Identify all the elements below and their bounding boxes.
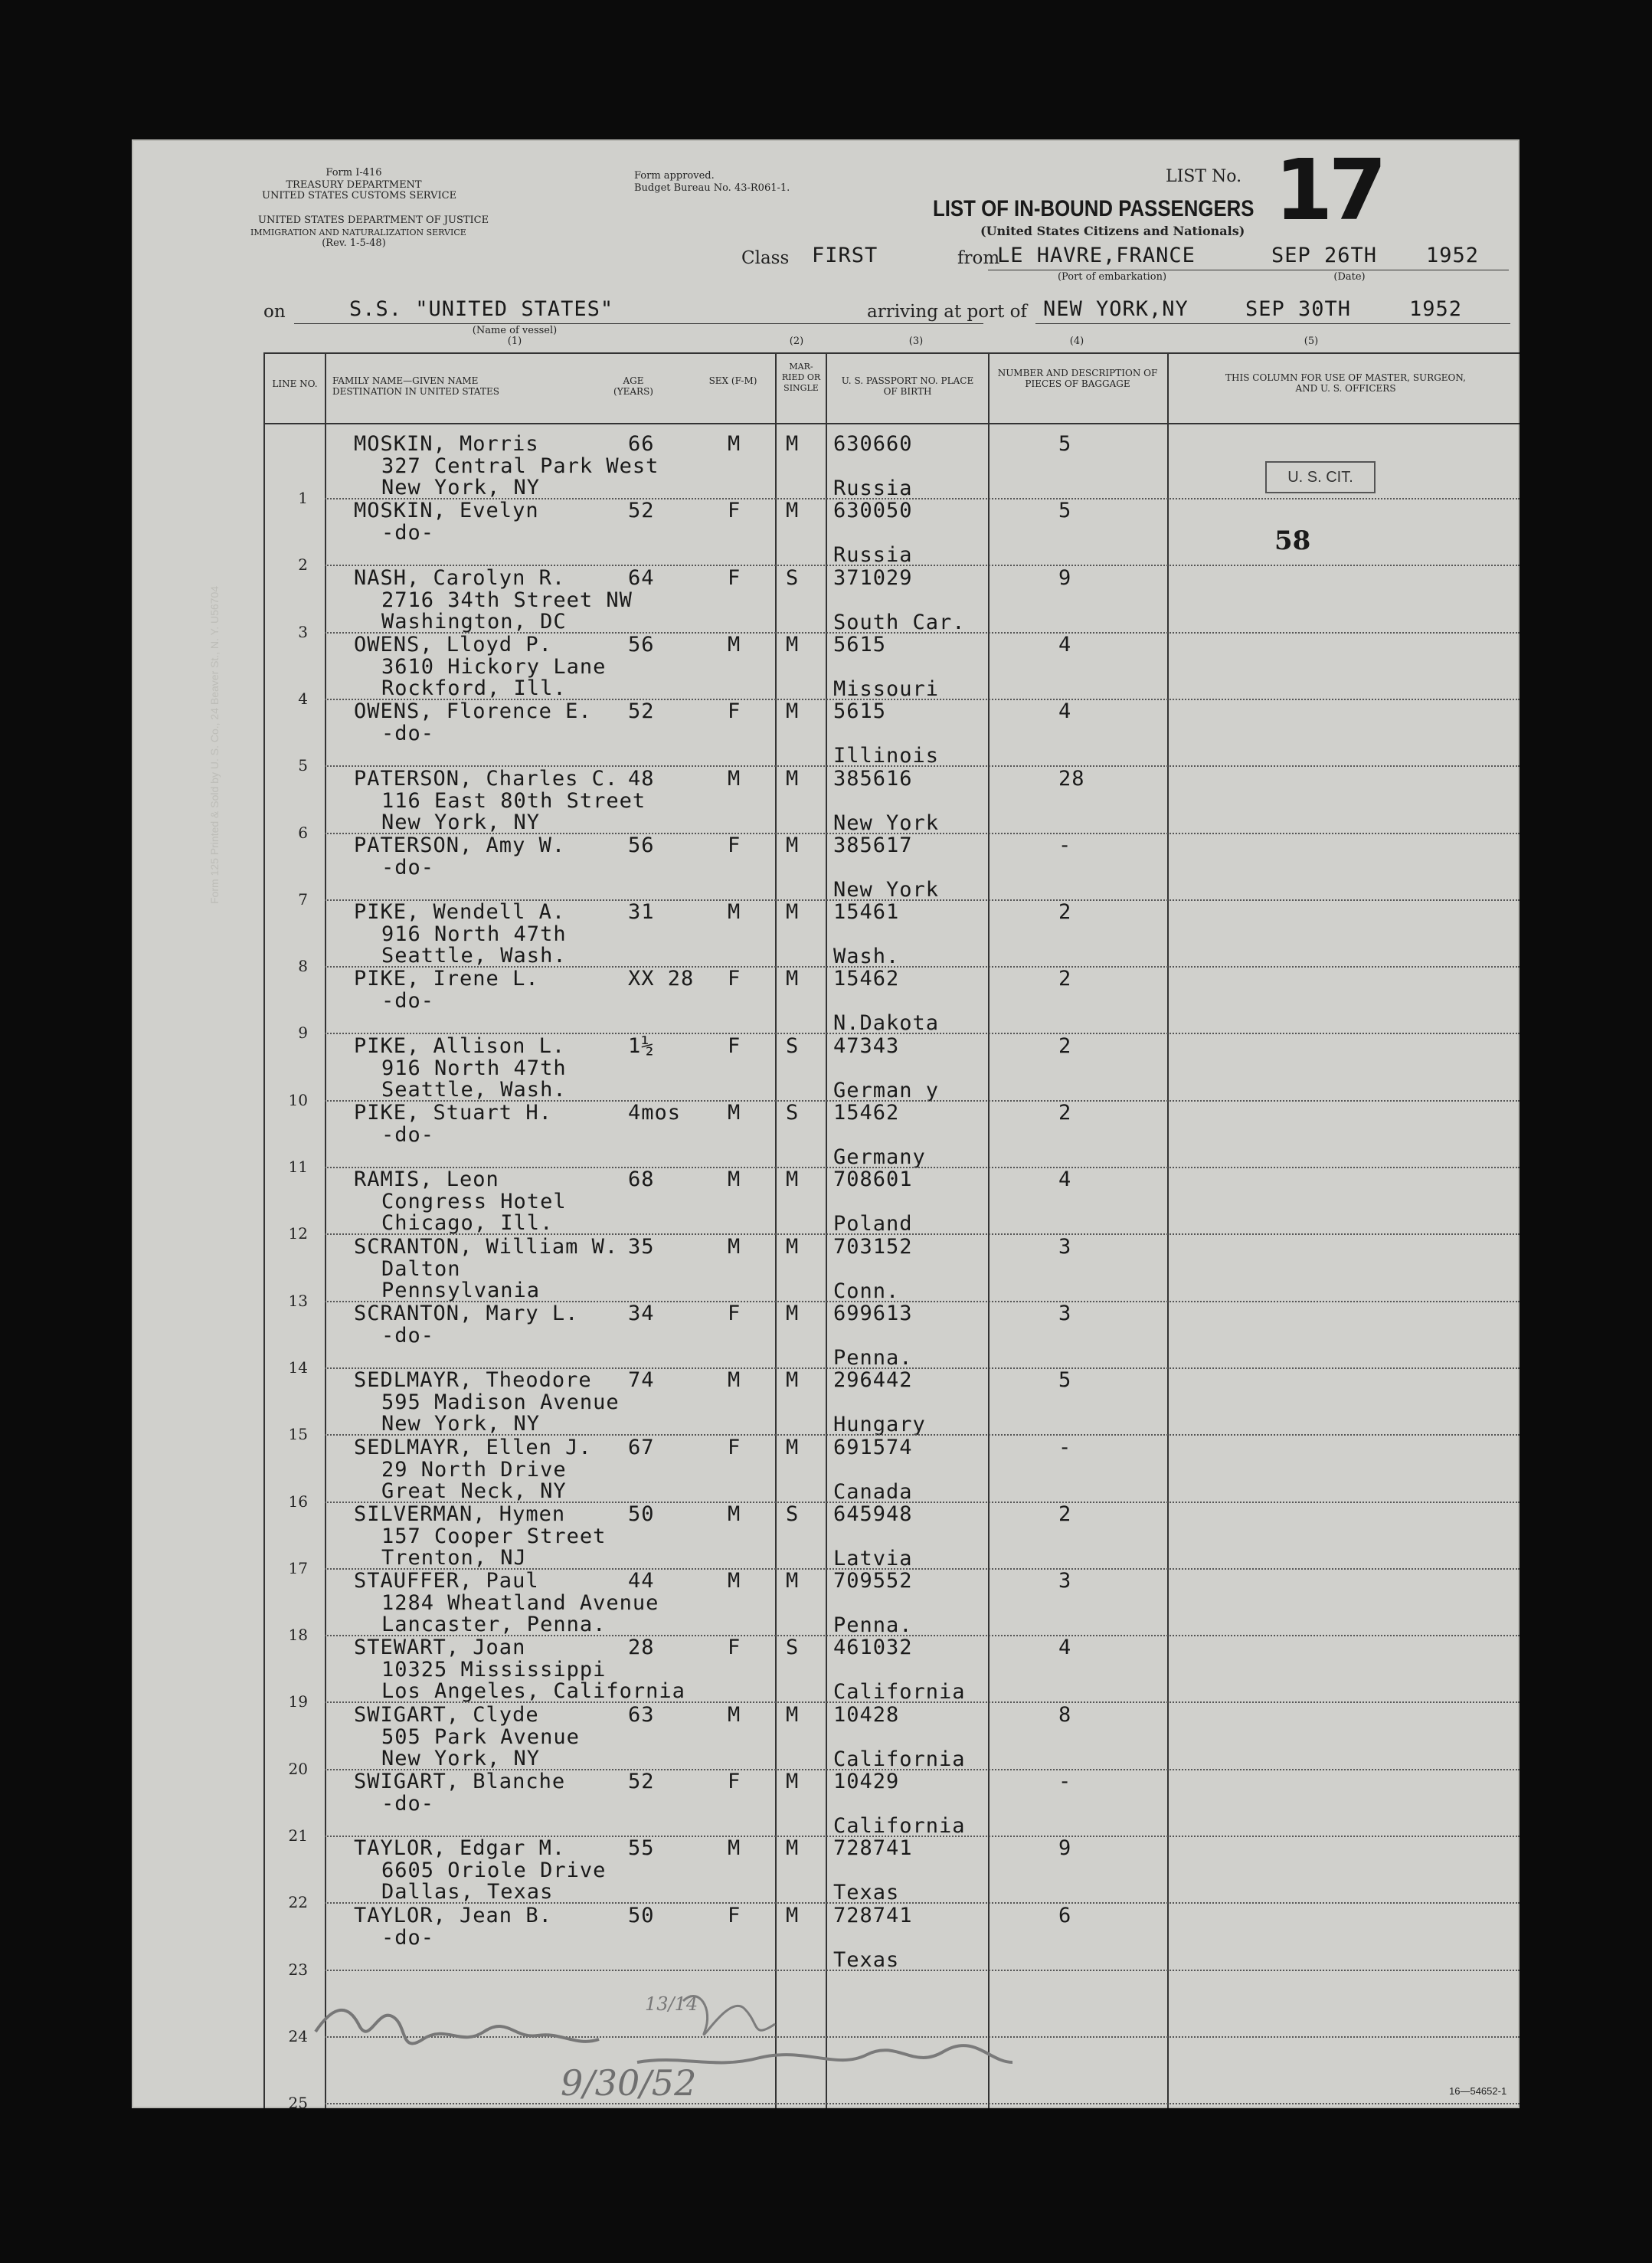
baggage-count: - bbox=[1058, 1435, 1072, 1459]
sex: M bbox=[728, 1101, 741, 1125]
line-number: 13 bbox=[288, 1291, 308, 1310]
address-line-1: 1284 Wheatland Avenue bbox=[381, 1591, 659, 1616]
place-of-birth: California bbox=[833, 1747, 966, 1771]
class-label: Class bbox=[741, 248, 790, 268]
age: 50 bbox=[628, 1903, 655, 1927]
from-label: from bbox=[957, 248, 1000, 268]
line-number: 23 bbox=[288, 1960, 308, 1979]
place-of-birth: Germany bbox=[833, 1145, 926, 1169]
age: 34 bbox=[628, 1301, 655, 1325]
list-no-label: LIST No. bbox=[1166, 167, 1242, 186]
baggage-count: 9 bbox=[1058, 565, 1072, 590]
place-of-birth: Russia bbox=[833, 543, 913, 568]
marital-status: M bbox=[786, 1903, 800, 1927]
baggage-count: 5 bbox=[1058, 432, 1072, 456]
passenger-name: RAMIS, Leon bbox=[354, 1168, 499, 1192]
baggage-count: 4 bbox=[1058, 632, 1072, 657]
line-number: 22 bbox=[288, 1893, 308, 1912]
count-annotation: 58 bbox=[1274, 526, 1311, 556]
passenger-name: MOSKIN, Morris bbox=[354, 432, 539, 456]
table-row bbox=[132, 1702, 1520, 1778]
col4-caption: (4) bbox=[1069, 336, 1084, 347]
place-of-birth: California bbox=[833, 1814, 966, 1838]
passport-number: 709552 bbox=[833, 1569, 913, 1593]
marital-status: M bbox=[786, 1702, 800, 1727]
address-line-1: Dalton bbox=[381, 1256, 461, 1281]
officer-signature bbox=[285, 1978, 1127, 2085]
table-row bbox=[132, 1234, 1520, 1310]
us-citizen-stamp: U. S. CIT. bbox=[1265, 461, 1376, 493]
form-number: Form I-416 bbox=[325, 167, 382, 178]
arriving-label: arriving at port of bbox=[867, 302, 1027, 322]
sex: F bbox=[728, 833, 741, 857]
age: 52 bbox=[628, 499, 655, 523]
header-line-no: LINE NO. bbox=[272, 378, 318, 389]
table-row bbox=[132, 1903, 1520, 1979]
sex: M bbox=[728, 1836, 741, 1861]
table-row bbox=[132, 565, 1520, 641]
baggage-count: 6 bbox=[1058, 1903, 1072, 1927]
baggage-count: 9 bbox=[1058, 1836, 1072, 1861]
age: 74 bbox=[628, 1368, 655, 1393]
address-line-1: -do- bbox=[381, 1925, 435, 1950]
department: TREASURY DEPARTMENT bbox=[286, 179, 422, 191]
passenger-name: PIKE, Wendell A. bbox=[354, 900, 566, 925]
address-line-1: -do- bbox=[381, 1792, 435, 1816]
passenger-name: PIKE, Irene L. bbox=[354, 967, 539, 991]
place-of-birth: N.Dakota bbox=[833, 1011, 940, 1036]
address-line-2: Los Angeles, California bbox=[381, 1679, 685, 1704]
marital-status: M bbox=[786, 1368, 800, 1393]
line-number: 5 bbox=[298, 756, 308, 775]
passport-number: 630660 bbox=[833, 432, 913, 456]
passport-number: 645948 bbox=[833, 1502, 913, 1526]
line-number: 6 bbox=[298, 823, 308, 842]
address-line-2: New York, NY bbox=[381, 1746, 541, 1770]
arrival-date: SEP 30TH bbox=[1245, 297, 1352, 321]
form-title: LIST OF IN-BOUND PASSENGERS bbox=[933, 196, 1255, 221]
age: 55 bbox=[628, 1836, 655, 1861]
marital-status: M bbox=[786, 900, 800, 925]
address-line-1: 157 Cooper Street bbox=[381, 1524, 607, 1548]
age: 48 bbox=[628, 766, 655, 791]
table-row bbox=[132, 1101, 1520, 1176]
col5-caption: (5) bbox=[1304, 336, 1319, 347]
justice-department: UNITED STATES DEPARTMENT OF JUSTICE bbox=[258, 215, 489, 226]
sex: M bbox=[728, 1168, 741, 1192]
age: 64 bbox=[628, 565, 655, 590]
age: 31 bbox=[628, 900, 655, 925]
baggage-count: 2 bbox=[1058, 900, 1072, 925]
marital-status: S bbox=[786, 565, 800, 590]
table-row bbox=[132, 833, 1520, 909]
sex: F bbox=[728, 967, 741, 991]
sex: M bbox=[728, 1502, 741, 1526]
passport-number: 10429 bbox=[833, 1770, 900, 1793]
sex: F bbox=[728, 1033, 741, 1058]
marital-status: M bbox=[786, 1435, 800, 1459]
address-line-1: 595 Madison Avenue bbox=[381, 1390, 620, 1415]
sex: M bbox=[728, 900, 741, 925]
passport-number: 10428 bbox=[833, 1702, 900, 1727]
embark-caption: (Port of embarkation) bbox=[1057, 271, 1167, 283]
baggage-count: 4 bbox=[1058, 1168, 1072, 1192]
header-sex: SEX (F-M) bbox=[708, 375, 757, 386]
header-married: MAR-RIED OR SINGLE bbox=[781, 362, 821, 393]
sex: F bbox=[728, 1770, 741, 1793]
passport-number: 703152 bbox=[833, 1234, 913, 1259]
line-number: 11 bbox=[288, 1158, 308, 1176]
col3-caption: (3) bbox=[908, 336, 924, 347]
header-baggage: NUMBER AND DESCRIPTION OF PIECES OF BAGGAGE bbox=[997, 368, 1158, 389]
table-row bbox=[132, 900, 1520, 976]
passenger-name: SEDLMAYR, Ellen J. bbox=[354, 1435, 592, 1459]
passenger-table bbox=[132, 139, 1520, 2113]
footer-code: 16—54652-1 bbox=[1449, 2085, 1507, 2097]
table-row bbox=[132, 632, 1520, 708]
place-of-birth: Illinois bbox=[833, 744, 940, 768]
passenger-name: SILVERMAN, Hymen bbox=[354, 1502, 566, 1526]
place-of-birth: Russia bbox=[833, 477, 913, 500]
table-row bbox=[132, 499, 1520, 575]
age: 56 bbox=[628, 833, 655, 857]
address-line-2: Great Neck, NY bbox=[381, 1479, 567, 1503]
passenger-name: SCRANTON, William W. bbox=[354, 1234, 619, 1259]
baggage-count: 3 bbox=[1058, 1234, 1072, 1259]
sex: M bbox=[728, 632, 741, 657]
class-value: FIRST bbox=[812, 244, 878, 267]
form-approved: Form approved. bbox=[634, 170, 715, 182]
line-number: 18 bbox=[288, 1626, 308, 1645]
passenger-name: STEWART, Joan bbox=[354, 1636, 526, 1660]
vessel-caption: (Name of vessel) bbox=[472, 325, 558, 336]
arrival-port: NEW YORK,NY bbox=[1043, 297, 1189, 321]
table-row bbox=[132, 1502, 1520, 1577]
address-line-2: Dallas, Texas bbox=[381, 1880, 554, 1904]
line-number: 3 bbox=[298, 622, 308, 641]
table-row bbox=[132, 1836, 1520, 1912]
address-line-1: 2716 34th Street NW bbox=[381, 588, 633, 612]
passport-number: 630050 bbox=[833, 499, 913, 523]
passenger-name: NASH, Carolyn R. bbox=[354, 565, 566, 590]
marital-status: M bbox=[786, 1168, 800, 1192]
address-line-2: New York, NY bbox=[381, 476, 541, 499]
age: XX 28 bbox=[628, 967, 695, 991]
passport-number: 728741 bbox=[833, 1903, 913, 1927]
place-of-birth: Canada bbox=[833, 1479, 913, 1504]
address-line-2: Pennsylvania bbox=[381, 1278, 541, 1302]
row-rule bbox=[325, 2103, 1520, 2104]
passport-number: 728741 bbox=[833, 1836, 913, 1861]
baggage-count: 3 bbox=[1058, 1569, 1072, 1593]
passport-number: 5615 bbox=[833, 632, 887, 657]
baggage-count: 2 bbox=[1058, 1033, 1072, 1058]
table-row bbox=[132, 1770, 1520, 1845]
address-line-1: -do- bbox=[381, 855, 435, 879]
passport-number: 15461 bbox=[833, 900, 900, 925]
marital-status: M bbox=[786, 967, 800, 991]
passport-number: 47343 bbox=[833, 1033, 900, 1058]
passenger-name: OWENS, Florence E. bbox=[354, 699, 592, 724]
address-line-1: 916 North 47th bbox=[381, 1056, 567, 1080]
passenger-name: TAYLOR, Jean B. bbox=[354, 1903, 552, 1927]
on-label: on bbox=[263, 302, 286, 322]
sex: F bbox=[728, 699, 741, 724]
arrival-year: 1952 bbox=[1409, 297, 1463, 321]
header-name: FAMILY NAME—GIVEN NAME DESTINATION IN UNITED STATES bbox=[332, 375, 499, 397]
passenger-name: SEDLMAYR, Theodore bbox=[354, 1368, 592, 1393]
marital-status: M bbox=[786, 499, 800, 523]
list-number: 17 bbox=[1274, 141, 1383, 239]
age: 56 bbox=[628, 632, 655, 657]
sex: M bbox=[728, 1702, 741, 1727]
baggage-count: 3 bbox=[1058, 1301, 1072, 1325]
table-row bbox=[132, 1435, 1520, 1511]
sex: M bbox=[728, 1569, 741, 1593]
sex: F bbox=[728, 1435, 741, 1459]
address-line-1: 327 Central Park West bbox=[381, 454, 659, 478]
passport-number: 699613 bbox=[833, 1301, 913, 1325]
marital-status: M bbox=[786, 833, 800, 857]
place-of-birth: Poland bbox=[833, 1212, 913, 1236]
baggage-count: 4 bbox=[1058, 1636, 1072, 1660]
age: 35 bbox=[628, 1234, 655, 1259]
passenger-name: PIKE, Stuart H. bbox=[354, 1101, 552, 1125]
address-line-2: New York, NY bbox=[381, 1412, 541, 1436]
age: 1½ bbox=[628, 1033, 655, 1058]
sex: F bbox=[728, 1301, 741, 1325]
line-number: 14 bbox=[288, 1357, 308, 1377]
line-number: 20 bbox=[288, 1759, 308, 1778]
baggage-count: 2 bbox=[1058, 967, 1072, 991]
sex: F bbox=[728, 1903, 741, 1927]
table-row bbox=[132, 1168, 1520, 1243]
line-number: 21 bbox=[288, 1826, 308, 1845]
table-row bbox=[132, 1569, 1520, 1645]
baggage-count: 5 bbox=[1058, 499, 1072, 523]
revision: (Rev. 1-5-48) bbox=[322, 237, 386, 249]
passenger-name: PIKE, Allison L. bbox=[354, 1033, 566, 1058]
table-row bbox=[132, 1636, 1520, 1711]
line-number: 2 bbox=[298, 555, 308, 575]
passport-number: 371029 bbox=[833, 565, 913, 590]
date-caption: (Date) bbox=[1333, 271, 1366, 283]
place-of-birth: Penna. bbox=[833, 1613, 913, 1638]
age: 50 bbox=[628, 1502, 655, 1526]
passport-number: 385617 bbox=[833, 833, 913, 857]
marital-status: M bbox=[786, 632, 800, 657]
line-number: 10 bbox=[288, 1090, 308, 1109]
marital-status: M bbox=[786, 432, 800, 456]
age: 52 bbox=[628, 1770, 655, 1793]
line-number: 16 bbox=[288, 1492, 308, 1511]
place-of-birth: Conn. bbox=[833, 1279, 900, 1303]
age: 67 bbox=[628, 1435, 655, 1459]
place-of-birth: Missouri bbox=[833, 676, 940, 701]
baggage-count: 8 bbox=[1058, 1702, 1072, 1727]
age: 44 bbox=[628, 1569, 655, 1593]
col2-caption: (2) bbox=[789, 336, 804, 347]
sex: F bbox=[728, 499, 741, 523]
place-of-birth: Penna. bbox=[833, 1345, 913, 1370]
marital-status: M bbox=[786, 1836, 800, 1861]
sign-date: 9/30/52 bbox=[561, 2062, 697, 2104]
address-line-1: Congress Hotel bbox=[381, 1190, 567, 1214]
table-row bbox=[132, 766, 1520, 842]
marital-status: M bbox=[786, 1569, 800, 1593]
vessel-name: S.S. "UNITED STATES" bbox=[349, 297, 614, 321]
baggage-count: 2 bbox=[1058, 1502, 1072, 1526]
line-number: 15 bbox=[288, 1425, 308, 1444]
header-officers: THIS COLUMN FOR USE OF MASTER, SURGEON, AND U. S. OFFICERS bbox=[1225, 372, 1466, 394]
baggage-count: 28 bbox=[1058, 766, 1085, 791]
address-line-1: 3610 Hickory Lane bbox=[381, 654, 607, 679]
sex: M bbox=[728, 1234, 741, 1259]
line-number: 7 bbox=[298, 889, 308, 909]
passport-number: 461032 bbox=[833, 1636, 913, 1660]
embark-date: SEP 26TH bbox=[1271, 244, 1378, 267]
passport-number: 691574 bbox=[833, 1435, 913, 1459]
line-number: 25 bbox=[288, 2094, 308, 2113]
form-subtitle: (United States Citizens and Nationals) bbox=[980, 224, 1245, 238]
address-line-1: 505 Park Avenue bbox=[381, 1724, 580, 1749]
place-of-birth: Texas bbox=[833, 1947, 900, 1972]
age: 63 bbox=[628, 1702, 655, 1727]
line-number: 4 bbox=[298, 689, 308, 708]
passenger-name: STAUFFER, Paul bbox=[354, 1569, 539, 1593]
header-passport: U. S. PASSPORT NO. PLACE OF BIRTH bbox=[841, 375, 974, 397]
passport-number: 385616 bbox=[833, 766, 913, 791]
address-line-1: 29 North Drive bbox=[381, 1457, 567, 1482]
place-of-birth: German y bbox=[833, 1078, 940, 1102]
marital-status: S bbox=[786, 1636, 800, 1660]
table-row bbox=[132, 1368, 1520, 1444]
sex: F bbox=[728, 565, 741, 590]
address-line-1: -do- bbox=[381, 1323, 435, 1348]
baggage-count: 5 bbox=[1058, 1368, 1072, 1393]
manifest-sheet bbox=[132, 139, 1520, 2113]
passport-number: 15462 bbox=[833, 967, 900, 991]
col1-caption: (1) bbox=[507, 336, 522, 347]
address-line-2: Washington, DC bbox=[381, 609, 567, 634]
address-line-2: New York, NY bbox=[381, 810, 541, 834]
address-line-2: Rockford, Ill. bbox=[381, 676, 567, 700]
marital-status: M bbox=[786, 1234, 800, 1259]
passenger-name: TAYLOR, Edgar M. bbox=[354, 1836, 566, 1861]
ins-service: IMMIGRATION AND NATURALIZATION SERVICE bbox=[250, 228, 466, 237]
side-print: Form 125 Printed & Sold by U. S. Co., 24 Beaver St., N. Y. U56704 bbox=[208, 585, 221, 904]
marital-status: S bbox=[786, 1502, 800, 1526]
address-line-2: Lancaster, Penna. bbox=[381, 1613, 607, 1637]
line-number: 12 bbox=[288, 1224, 308, 1243]
marital-status: M bbox=[786, 766, 800, 791]
baggage-count: - bbox=[1058, 833, 1072, 857]
place-of-birth: New York bbox=[833, 877, 940, 902]
place-of-birth: Hungary bbox=[833, 1413, 926, 1437]
sex: M bbox=[728, 766, 741, 791]
sign-numbers: 13/14 bbox=[645, 1993, 698, 2015]
place-of-birth: South Car. bbox=[833, 610, 966, 634]
baggage-count: - bbox=[1058, 1770, 1072, 1793]
age: 68 bbox=[628, 1168, 655, 1192]
sex: M bbox=[728, 1368, 741, 1393]
passenger-name: SWIGART, Clyde bbox=[354, 1702, 539, 1727]
line-number: 1 bbox=[298, 489, 308, 507]
table-row bbox=[132, 1301, 1520, 1377]
header-age: AGE (YEARS) bbox=[613, 375, 653, 397]
table-row bbox=[132, 967, 1520, 1043]
passenger-name: OWENS, Lloyd P. bbox=[354, 632, 552, 657]
address-line-1: -do- bbox=[381, 722, 435, 746]
address-line-2: Seattle, Wash. bbox=[381, 1077, 567, 1102]
baggage-count: 2 bbox=[1058, 1101, 1072, 1125]
place-of-birth: Latvia bbox=[833, 1546, 913, 1570]
address-line-1: 916 North 47th bbox=[381, 922, 567, 947]
passenger-name: SWIGART, Blanche bbox=[354, 1770, 566, 1793]
customs-service: UNITED STATES CUSTOMS SERVICE bbox=[262, 190, 457, 201]
passenger-name: PATERSON, Amy W. bbox=[354, 833, 566, 857]
passport-number: 15462 bbox=[833, 1101, 900, 1125]
line-number: 17 bbox=[288, 1558, 308, 1577]
marital-status: S bbox=[786, 1101, 800, 1125]
address-line-2: Seattle, Wash. bbox=[381, 944, 567, 968]
table-row bbox=[132, 699, 1520, 775]
marital-status: S bbox=[786, 1033, 800, 1058]
place-of-birth: California bbox=[833, 1680, 966, 1705]
line-number: 24 bbox=[288, 2026, 308, 2045]
line-number: 8 bbox=[298, 957, 308, 976]
passport-number: 296442 bbox=[833, 1368, 913, 1393]
marital-status: M bbox=[786, 1770, 800, 1793]
embark-port: LE HAVRE,FRANCE bbox=[997, 244, 1196, 267]
line-number: 9 bbox=[298, 1023, 308, 1043]
address-line-2: Trenton, NJ bbox=[381, 1545, 527, 1570]
line-number: 19 bbox=[288, 1692, 308, 1711]
address-line-2: Chicago, Ill. bbox=[381, 1211, 554, 1236]
embark-year: 1952 bbox=[1426, 244, 1480, 267]
age: 4mos bbox=[628, 1101, 682, 1125]
table-row bbox=[132, 1033, 1520, 1109]
passenger-name: SCRANTON, Mary L. bbox=[354, 1301, 579, 1325]
passport-number: 708601 bbox=[833, 1168, 913, 1192]
passenger-name: MOSKIN, Evelyn bbox=[354, 499, 539, 523]
sex: M bbox=[728, 432, 741, 456]
address-line-1: 6605 Oriole Drive bbox=[381, 1859, 607, 1883]
passport-number: 5615 bbox=[833, 699, 887, 724]
age: 66 bbox=[628, 432, 655, 456]
address-line-1: 116 East 80th Street bbox=[381, 788, 646, 813]
address-line-1: -do- bbox=[381, 989, 435, 1014]
baggage-count: 4 bbox=[1058, 699, 1072, 724]
address-line-1: 10325 Mississippi bbox=[381, 1658, 607, 1682]
address-line-1: -do- bbox=[381, 521, 435, 545]
marital-status: M bbox=[786, 1301, 800, 1325]
passenger-name: PATERSON, Charles C. bbox=[354, 766, 619, 791]
budget-bureau: Budget Bureau No. 43-R061-1. bbox=[634, 182, 790, 194]
place-of-birth: Texas bbox=[833, 1881, 900, 1905]
age: 28 bbox=[628, 1636, 655, 1660]
age: 52 bbox=[628, 699, 655, 724]
place-of-birth: New York bbox=[833, 811, 940, 835]
place-of-birth: Wash. bbox=[833, 945, 900, 969]
marital-status: M bbox=[786, 699, 800, 724]
address-line-1: -do- bbox=[381, 1123, 435, 1147]
sex: F bbox=[728, 1636, 741, 1660]
